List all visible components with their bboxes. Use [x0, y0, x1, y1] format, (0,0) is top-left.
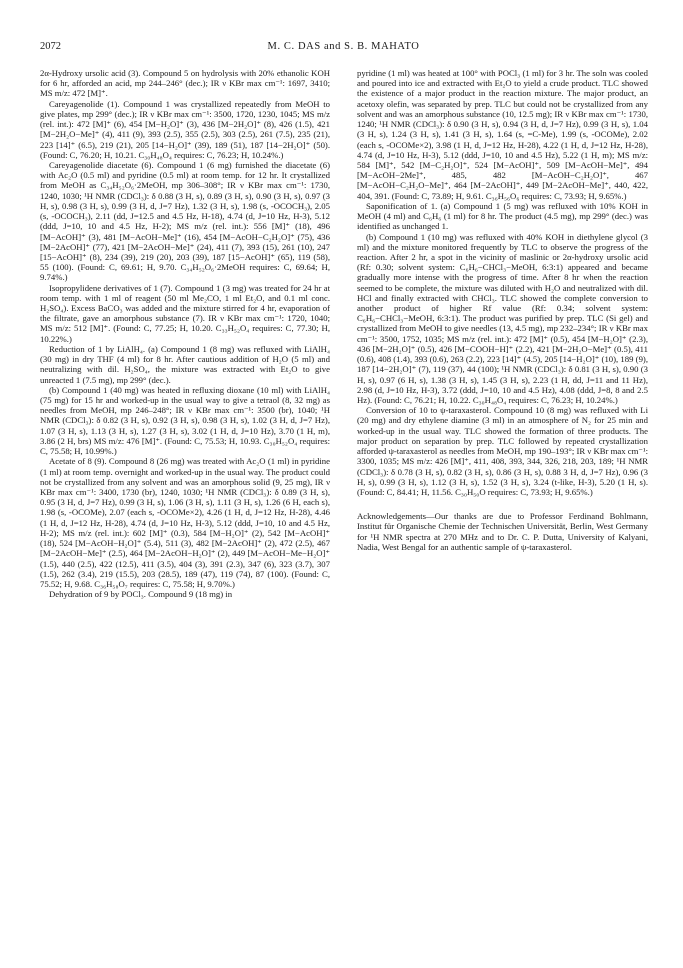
para-acetate-of-8: Acetate of 8 (9). Compound 8 (26 mg) was treated with Ac₂O (1 ml) in pyridine (1 ml) at room temp. overnight and worked-up in the usual way. The product could not be crystallized from any solvent and was an amorphous solid (9, 25 mg), IR ν KBr max cm⁻¹: 3400, 1730 (br), 1240, 1030; ¹H NMR (CDCl₃): δ 0.89 (3 H, s), 0.95 (3 H, d, J=7 Hz), 0.99 (3 H, s), 1.06 (3 H, s), 1.11 (3 H, s), 1.26 (6 H, each s), 1.98 (s, -OCOMe), 2.07 (each s, -OCOMe×2), 4.26 (1 H, d, J=12 Hz, H-28), 4.46 (1 H, d, J=12 Hz, H-28), 4.74 (d, J=10 Hz, H-3), 5.12 (ddd, J=10, 10 and 4.5 Hz, H-2); MS m/z (rel. int.): 602 [M]⁺ (0.3), 584 [M−H₂O]⁺ (2), 542 [M−AcOH]⁺ (18), 524 [M−AcOH−H₂O]⁺ (5.4), 511 (3), 482 [M−2AcOH]⁺ (2), 472 (2.5), 467 [M−2AcOH−Me]⁺ (2.5), 464 [M−2AcOH−H₂O]⁺ (2), 449 [M−AcOH−Me−H₂O]⁺ (1.5), 440 (2.5), 422 (12.5), 411 (3.5), 404 (3), 391 (2.3), 347 (6), 323 (3.7), 307 (1.5), 262 (3.4), 219 (15.5), 203 (28.5), 189 (47), 119 (74), 87 (100). (Found: C, 75.52; H, 9.68. C₃₆H₅₈O₇ requires: C, 75.58; H, 9.70%.) [40, 456, 330, 589]
para-dehydration-start: Dehydration of 9 by POCl₃. Compound 9 (18 mg) in [49, 589, 233, 600]
para-saponification-b: (b) Compound 1 (10 mg) was refluxed with 40% KOH in diethylene glycol (3 ml) and the mixture monitored frequently by TLC to observe the progress of the reaction. After 2 hr, a spot in the vicinity of maslinic or 2α-hydroxy ursolic acid (Rf: 0.30; solvent system: C₆H₆−CHCl₃−MeOH, 6:3:1) appeared and became gradually more intense with the progress of time. After 8 hr when the reaction seemed to be complete, the mixture was diluted with H₂O and neutralized with dil. HCl and finally extracted with CHCl₃. TLC showed the complete conversion to another product of higher Rf value (Rf: 0.34; solvent system: C₆H₆−CHCl₃−MeOH, 6:3:1). The product was purified by prep. TLC (Si gel) and crystallized from MeOH to give needles (13, 4.5 mg), mp 232–234°; IR ν KBr max cm⁻¹: 3500, 1752, 1035; MS m/z (rel. int.): 472 [M]⁺ (0.5), 454 [M−H₂O]⁺ (2.3), 436 [M−2H₂O]⁺ (0.5), 426 [M−COOH−H]⁺ (2.2), 421 [M−2H₂O−Me]⁺ (0.5), 411 (0.6), 408 (1.4), 393 (0.6), 263 (2.2), 223 [14]⁺ (4.5), 205 [14−H₂O]⁺ (10), 189 (9), 187 [14−2H₂O]⁺ (7), 119 (37), 44 (100); ¹H NMR (CDCl₃): δ 0.81 (3 H, s), 0.90 (3 H, s), 0.97 (6 H, s), 1.38 (3 H, s), 1.45 (3 H, s), 2.23 (1 H, dd, J=11 and 11 Hz), 2.98 (d, J=10 Hz, H-3), 3.72 (ddd, J=10, 10 and 4.5 Hz), 4.08 (ddd, J=8, 8 and 2.5 Hz). (Found: C, 76.21; H, 10.22. C₃₀H₄₈O₄ requires: C, 76.23; H, 10.24%.) [357, 231, 648, 405]
para-2a-hydroxy-ursolic-acid: 2α-Hydroxy ursolic acid (3). Compound 5 on hydrolysis with 20% ethanolic KOH for 6 hr, afforded an acid, mp 244–246° (dec.); IR ν KBr max cm⁻¹: 1697, 3410; MS m/z: 472 [M]⁺. [40, 68, 330, 99]
para-dehydration-cont: pyridine (1 ml) was heated at 100° with POCl₃ (1 ml) for 3 hr. The soln was cooled and poured into ice and extracted with Et₂O to yield a crude product. TLC showed the existence of a major product in the reaction mixture. The major product, an acetoxy olefin, was separated by prep. TLC but could not be crystallized from any solvent and was an amorphous substance (10, 12.5 mg); IR ν KBr max cm⁻¹: 1730, 1240; ¹H NMR (CDCl₃): δ 0.90 (3 H, s), 0.94 (3 H, d, J=7 Hz), 0.99 (3 H, s), 1.04 (3 H, s), 1.24 (3 H, s), 1.41 (3 H, s), 1.64 (s, =C-Me), 1.99 (s, -OCOMe), 2.02 (each s, -OCOMe×2), 3.98 (1 H, d, J=12 Hz, H-28), 4.22 (1 H, d, J=12 Hz, H-28), 4.74 (d, J=10 Hz, H-3), 5.12 (ddd, J=10, 10 and 4.5 Hz), 5.22 (1 H, m); MS m/z: 584 [M]⁺, 542 [M−C₂H₂O]⁺, 524 [M−AcOH]⁺, 509 [M−AcOH−Me]⁺, 494 [M−AcOH−2Me]⁺, 485, 482 [M−AcOH−C₂H₂O]⁺, 467 [M−AcOH−C₂H₂O−Me]⁺, 464 [M−2AcOH]⁺, 449 [M−2AcOH−Me]⁺, 440, 422, 404, 391. (Found: C, 73.89; H, 9.61. C₃₆H₅₆O₆ requires: C, 73.93; H, 9.65%.) [357, 68, 648, 201]
para-conversion-taraxasterol: Conversion of 10 to ψ-taraxasterol. Compound 10 (8 mg) was refluxed with Li (20 mg) and dry ethylene diamine (3 ml) in an atmosphere of N₂ for 25 min and worked-up in the usual way. TLC showed the formation of three products. The major product on separation by prep. TLC followed by repeated crystallization afforded ψ-taraxasterol as needles from MeOH, mp 190–193°; IR ν KBr max cm⁻¹: 3300, 1035; MS m/z: 426 [M]⁺, 411, 408, 393, 344, 326, 218, 203, 189; ¹H NMR (CDCl₃): δ 0.78 (3 H, s), 0.82 (3 H, s), 0.86 (3 H, s), 0.88 3 H, d, J=7 Hz), 0.96 (3 H, s), 0.99 (3 H, s), 1.12 (3 H, s), 1.52 (3 H, s), 3.24 (t-like, H-3), 5.20 (1 H, s). (Found: C, 84.41; H, 11.56. C₃₀H₅₀O requires: C, 73.93; H, 9.65%.) [357, 405, 648, 497]
running-title: M. C. DAS and S. B. MAHATO [267, 41, 420, 52]
para-saponification-a: Saponification of 1. (a) Compound 1 (5 mg) was refluxed with 10% KOH in MeOH (4 ml) and C₆H₆ (1 ml) for 8 hr. The product (4.5 mg), mp 299° (dec.) was identified as unchanged 1. [357, 200, 648, 232]
para-isopropylidene-derivative: Isopropylidene derivatives of 1 (7). Compound 1 (3 mg) was treated for 24 hr at room temp. with 1 ml of reagent (50 ml Me₂CO, 1 ml Et₂O, and 0.1 ml conc. H₂SO₄). Excess BaCO₃ was added and the mixture stirred for 4 hr, evaporation of the filtrate, gave an amorphous substance (7). IR ν KBr max cm⁻¹: 1720, 1040; MS m/z: 512 [M]⁺. (Found: C, 77.25; H, 10.20. C₃₃H₅₂O₄ requires: C, 77.30; H, 10.22%.) [40, 282, 330, 344]
para-careyagenolide: Careyagenolide (1). Compound 1 was crystallized repeatedly from MeOH to give plates, mp 299° (dec.); IR ν KBr max cm⁻¹: 3500, 1720, 1230, 1045; MS m/z (rel. int.): 472 [M]⁺ (6), 454 [M−H₂O]⁺ (3), 436 [M−2H₂O]⁺ (8), 426 (1.5), 421 [M−2H₂O−Me]⁺ (4), 411 (9), 393 (2.5), 355 (2.5), 303 (2.5), 261 (7.5), 235 (21), 223 [14]⁺ (6.5), 219 (21), 205 [14−H₂O]⁺ (39), 189 (51), 187 [14−2H₂O]⁺ (50). (Found: C, 76.20; H, 10.21. C₃₀H₄₈O₄ requires: C, 76.23; H, 10.24%.) [40, 98, 330, 160]
para-reduction-a: Reduction of 1 by LiAlH₄. (a) Compound 1 (8 mg) was refluxed with LiAlH₄ (30 mg) in dry THF (4 ml) for 8 hr. After cautious addition of H₂O (5 ml) and neutralizing with dil. H₂SO₄, the mixture was extracted with Et₂O to give unreacted 1 (7.5 mg), mp 299° (dec.). [40, 343, 330, 385]
right-column [357, 68, 648, 552]
para-reduction-b: (b) Compound 1 (40 mg) was heated in refluxing dioxane (10 ml) with LiAlH₄ (75 mg) for 15 hr and worked-up in the usual way to give a tetraol (8, 32 mg) as needles from MeOH, mp 246–248°; IR ν KBr max cm⁻¹: 3500 (br), 1040; ¹H NMR (CDCl₃): δ 0.82 (3 H, s), 0.92 (3 H, s), 0.98 (3 H, s), 1.02 (3 H, d, J=7 Hz), 1.07 (3 H, s), 1.13 (3 H, s), 1.27 (3 H, s), 3.02 (1 H, d, J=10 Hz), 3.70 (1 H, m), 3.86 (2 H, brs) MS m/z: 476 [M]⁺. (Found: C, 75.53; H, 10.93. C₃₀H₅₂O₄ requires: C, 75.58; H, 10.99%.) [40, 384, 330, 457]
para-careyagenolide-diacetate: Careyagenolide diacetate (6). Compound 1 (6 mg) furnished the diacetate (6) with Ac₂O (0.5 ml) and pyridine (0.5 ml) at room temp. for 12 hr. It crystallized from MeOH as C₃₄H₅₂O₆·2MeOH, mp 306–308°; IR ν KBr max cm⁻¹: 1730, 1240, 1030; ¹H NMR (CDCl₃): δ 0.88 (3 H, s), 0.89 (3 H, s), 0.90 (3 H, s), 0.97 (3 H, s), 0.98 (3 H, s), 0.99 (3 H, d, J=7 Hz), 1.32 (3 H, s), 1.98 (s, -OCOCH₃), 2.05 (s, -OCOCH₃), 2.11 (dd, J=12.5 and 4.5 Hz, H-18), 4.74 (d, J=10 Hz, H-3), 5.12 (ddd, J=10, 10 and 4.5 Hz, H-2); MS m/z (rel. int.): 556 [M]⁺ (18), 496 [M−AcOH]⁺ (3), 481 [M−AcOH−Me]⁺ (16), 454 [M−AcOH−C₂H₂O]⁺ (75), 436 [M−2AcOH]⁺ (77), 421 [M−2AcOH−Me]⁺ (24), 411 (7), 393 (15), 261 (10), 247 [15−AcOH]⁺ (8), 234 (39), 219 (20), 203 (39), 187 [15−AcOH]⁺ (65), 119 (58), 55 (100). (Found: C, 69.61; H, 9.70. C₃₄H₅₂O₆·2MeOH requires: C, 69.64; H, 9.74%.) [40, 159, 330, 283]
page-number: 2072 [40, 41, 61, 52]
page-header [40, 41, 647, 55]
acknowledgements: Acknowledgements—Our thanks are due to Professor Ferdinand Bohlmann, Institut für Organische Chemie der Technischen Universität, Berlin, West Germany for ¹H NMR spectra at 270 MHz and to Dr. C. P. Dutta, University of Kalyani, Nadia, West Bengal for an authentic sample of ψ-taraxasterol. [357, 511, 648, 552]
left-column [40, 68, 330, 599]
